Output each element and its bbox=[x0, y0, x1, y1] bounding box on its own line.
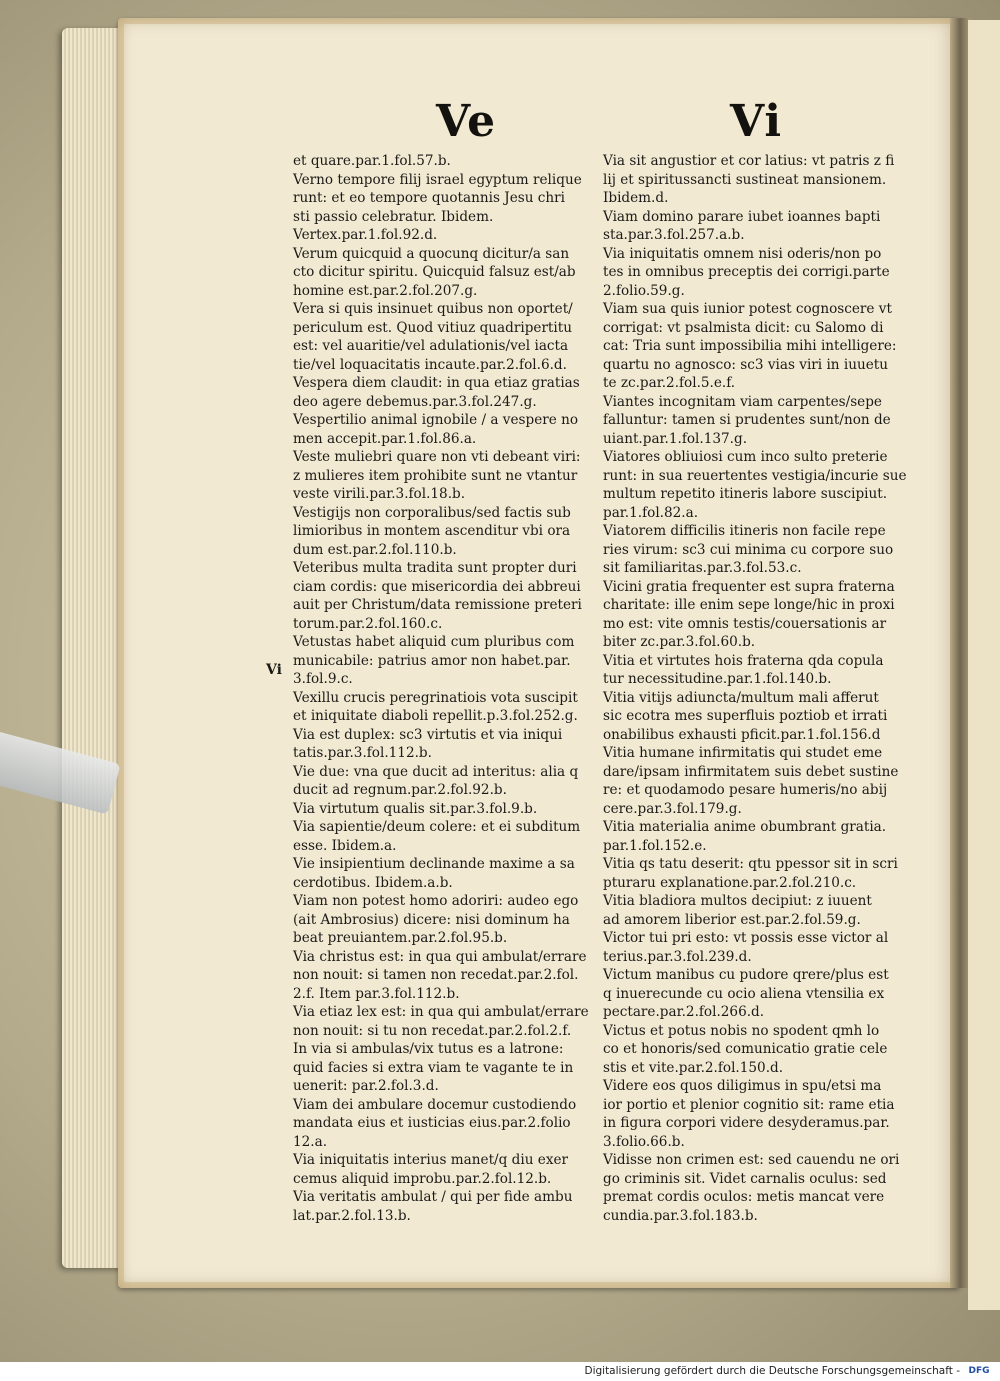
left-column-line: Vetustas habet aliquid cum pluribus com bbox=[293, 634, 575, 650]
left-column-line: Via christus est: in qua qui ambulat/errare bbox=[293, 948, 587, 965]
right-column-line: 3.folio.66.b. bbox=[603, 1133, 685, 1150]
right-column-line: sta.par.3.fol.257.a.b. bbox=[603, 227, 745, 243]
right-column-line: terius.par.3.fol.239.d. bbox=[603, 948, 752, 965]
left-column-line: z mulieres item prohibite sunt ne vtantur bbox=[293, 467, 578, 484]
left-column-line: et iniquitate diaboli repellit.p.3.fol.252.g. bbox=[293, 708, 578, 724]
right-column-line: cere.par.3.fol.179.g. bbox=[603, 800, 742, 817]
right-column-line: Vitia humane infirmitatis qui studet eme bbox=[603, 745, 883, 761]
right-column-line: quartu no agnosco: sc3 vias viri in iuuetu bbox=[603, 356, 889, 373]
left-column-line: In via si ambulas/vix tutus es a latrone: bbox=[293, 1041, 564, 1057]
right-column-line: ior portio et plenior cognitio sit: rame etia bbox=[603, 1096, 895, 1113]
right-column-line: falluntur: tamen si prudentes sunt/non de bbox=[603, 412, 891, 428]
right-column-line: sit familiaritas.par.3.fol.53.c. bbox=[603, 560, 802, 576]
right-column-line: sic ecotra mes superfluis poztiob et irrati bbox=[603, 708, 888, 724]
right-page-edge bbox=[968, 20, 1000, 1310]
right-column-line: Viatores obliuiosi cum inco sulto preterie bbox=[603, 449, 888, 465]
right-column-line: mo est: vite omnis testis/couersationis ar bbox=[603, 615, 887, 632]
right-column-line: cat: Tria sunt impossibilia mihi intelligere: bbox=[603, 338, 897, 354]
right-column-line: Viatorem difficilis itineris non facile repe bbox=[603, 523, 886, 539]
margin-note: Vi bbox=[266, 662, 282, 678]
left-column-line: non nouit: si tu non recedat.par.2.fol.2.f. bbox=[293, 1022, 572, 1039]
right-column-line: cundia.par.3.fol.183.b. bbox=[603, 1207, 758, 1224]
left-column-line: uenerit: par.2.fol.3.d. bbox=[293, 1078, 439, 1094]
right-column-line: onabilibus exhausti pficit.par.1.fol.156.d bbox=[603, 726, 881, 743]
left-column-line: Veste muliebri quare non vti debeant viri: bbox=[293, 449, 581, 465]
right-column-line: dare/ipsam infirmitatem suis debet sustine bbox=[603, 763, 899, 780]
right-column-line: Videre eos quos diligimus in spu/etsi ma bbox=[603, 1078, 882, 1094]
left-column-line: veste virili.par.3.fol.18.b. bbox=[293, 486, 466, 502]
right-column-line: go criminis sit. Videt carnalis oculus: sed bbox=[603, 1170, 887, 1187]
index-column-right bbox=[603, 152, 907, 1225]
left-column-line: Via veritatis ambulat / qui per fide ambu bbox=[293, 1189, 573, 1205]
left-column-line: beat preuiantem.par.2.fol.95.b. bbox=[293, 930, 508, 946]
left-column-line: est: vel auaritie/vel adulationis/vel iacta bbox=[293, 338, 569, 354]
right-column-line: tes in omnibus preceptis dei corrigi.parte bbox=[603, 264, 890, 280]
right-column-line: Via sit angustior et cor latius: vt patris z fi bbox=[603, 153, 895, 169]
left-column-line: Viam non potest homo adoriri: audeo ego bbox=[293, 893, 579, 909]
right-column-line: lij et spiritussancti sustineat mansionem. bbox=[603, 171, 887, 188]
left-column-line: cto dicitur spiritu. Quicquid falsuz est/ab bbox=[293, 264, 576, 280]
right-column-line: Vitia vitijs adiuncta/multum mali afferut bbox=[603, 689, 879, 706]
right-column-line: Victum manibus cu pudore qrere/plus est bbox=[603, 967, 889, 983]
right-column-line: q inuerecunde cu ocio aliena vtensilia ex bbox=[603, 985, 885, 1002]
left-column-line: cemus aliquid improbu.par.2.fol.12.b. bbox=[293, 1170, 552, 1187]
right-column-line: runt: in sua reuertentes vestigia/incurie sue bbox=[603, 467, 907, 484]
right-column-line: re: et quodamodo pesare humeris/no abij bbox=[603, 782, 888, 798]
left-column-line: tie/vel loquacitatis incaute.par.2.fol.6.d. bbox=[293, 356, 567, 373]
right-column-line: Vidisse non crimen est: sed cauendu ne ori bbox=[603, 1152, 900, 1168]
left-column-line: mandata eius et iusticias eius.par.2.folio bbox=[293, 1115, 571, 1131]
right-column-line: Viam sua quis iunior potest cognoscere vt bbox=[603, 301, 892, 317]
left-column-line: 2.f. Item par.3.fol.112.b. bbox=[293, 985, 460, 1002]
right-column-line: Viantes incognitam viam carpentes/sepe bbox=[603, 393, 882, 410]
left-column-line: Vie due: vna que ducit ad interitus: alia q bbox=[293, 763, 579, 780]
left-column-line: non nouit: si tamen non recedat.par.2.fol. bbox=[293, 967, 579, 983]
right-column-line: Vicini gratia frequenter est supra fraterna bbox=[603, 578, 895, 595]
right-column-line: stis et vite.par.2.fol.150.d. bbox=[603, 1059, 784, 1076]
left-column-line: ducit ad regnum.par.2.fol.92.b. bbox=[293, 782, 507, 798]
right-column-line: Victus et potus nobis no spodent qmh lo bbox=[603, 1022, 880, 1039]
left-column-line: lat.par.2.fol.13.b. bbox=[293, 1207, 411, 1224]
right-column-line: uiant.par.1.fol.137.g. bbox=[603, 430, 748, 447]
left-column-line: Veteribus multa tradita sunt propter duri bbox=[293, 560, 577, 576]
left-column-line: ciam cordis: que misericordia dei abbreui bbox=[293, 578, 581, 595]
left-column-line: Verno tempore filij israel egyptum relique bbox=[293, 171, 582, 188]
right-column-line: te zc.par.2.fol.5.e.f. bbox=[603, 375, 736, 391]
right-column-line: multum repetito itineris labore suscipiut. bbox=[603, 486, 888, 502]
left-column-line: sti passio celebratur. Ibidem. bbox=[293, 208, 494, 225]
left-column-line: Via virtutum qualis sit.par.3.fol.9.b. bbox=[293, 800, 538, 817]
left-column-line: Via etiaz lex est: in qua qui ambulat/errare bbox=[293, 1004, 589, 1020]
right-column-line: Viam domino parare iubet ioannes bapti bbox=[603, 208, 881, 225]
right-column-line: par.1.fol.82.a. bbox=[603, 504, 699, 521]
book-gutter bbox=[950, 18, 970, 1288]
left-column-line: cerdotibus. Ibidem.a.b. bbox=[293, 874, 453, 891]
right-column-line: par.1.fol.152.e. bbox=[603, 837, 707, 854]
running-head-right: Vi bbox=[730, 96, 783, 147]
left-column-line: esse. Ibidem.a. bbox=[293, 837, 397, 854]
right-column-line: biter zc.par.3.fol.60.b. bbox=[603, 634, 756, 650]
dfg-logo: DFG bbox=[968, 1366, 990, 1376]
left-column-line: runt: et eo tempore quotannis Jesu chri bbox=[293, 190, 566, 206]
right-column-line: charitate: ille enim sepe longe/hic in proxi bbox=[603, 597, 895, 613]
right-column-line: premat cordis oculos: metis mancat vere bbox=[603, 1189, 885, 1205]
left-column-line: et quare.par.1.fol.57.b. bbox=[293, 153, 451, 169]
left-column-line: 12.a. bbox=[293, 1133, 328, 1150]
left-column-line: Vertex.par.1.fol.92.d. bbox=[293, 227, 438, 243]
right-column-line: in figura corpori videre desyderamus.par. bbox=[603, 1115, 890, 1131]
right-column-line: Ibidem.d. bbox=[603, 190, 669, 206]
left-column-line: auit per Christum/data remissione preteri bbox=[293, 597, 582, 613]
footer-bar bbox=[0, 1362, 1000, 1381]
index-column-left bbox=[293, 152, 593, 1225]
left-column-line: limioribus in montem ascenditur vbi ora bbox=[293, 523, 571, 539]
left-column-line: Via sapientie/deum colere: et ei subditum bbox=[293, 819, 581, 835]
left-column-line: Verum quicquid a quocunq dicitur/a san bbox=[293, 245, 570, 262]
right-column-line: Vitia materialia anime obumbrant gratia. bbox=[603, 819, 887, 835]
right-column-line: 2.folio.59.g. bbox=[603, 282, 685, 299]
left-column-line: Vie insipientium declinande maxime a sa bbox=[293, 856, 575, 872]
right-column-line: Vitia et virtutes hois fraterna qda copula bbox=[603, 652, 884, 669]
left-column-line: Vestigijs non corporalibus/sed factis sub bbox=[293, 504, 571, 521]
left-column-line: deo agere debemus.par.3.fol.247.g. bbox=[293, 393, 537, 410]
left-column-line: men accepit.par.1.fol.86.a. bbox=[293, 430, 477, 447]
right-column-line: tur necessitudine.par.1.fol.140.b. bbox=[603, 671, 832, 687]
right-column-line: Victor tui pri esto: vt possis esse victor al bbox=[603, 930, 889, 946]
left-column-line: Vexillu crucis peregrinatiois vota suscipit bbox=[293, 689, 578, 706]
right-column-line: corrigat: vt psalmista dicit: cu Salomo di bbox=[603, 319, 884, 336]
right-column-line: Vitia bladiora multos decipiut: z iuuent bbox=[603, 893, 872, 909]
right-column-line: pturaru explanatione.par.2.fol.210.c. bbox=[603, 874, 857, 891]
left-column-line: torum.par.2.fol.160.c. bbox=[293, 615, 443, 632]
left-column-line: tatis.par.3.fol.112.b. bbox=[293, 745, 432, 761]
left-column-line: 3.fol.9.c. bbox=[293, 671, 353, 687]
left-column-line: Viam dei ambulare docemur custodiendo bbox=[293, 1096, 577, 1113]
right-column-line: ad amorem liberior est.par.2.fol.59.g. bbox=[603, 911, 861, 928]
left-column-line: Via est duplex: sc3 virtutis et via iniqui bbox=[293, 726, 563, 743]
left-column-line: Vespera diem claudit: in qua etiaz gratias bbox=[293, 375, 580, 391]
left-column-line: Vespertilio animal ignobile / a vespere no bbox=[293, 412, 579, 428]
left-column-line: homine est.par.2.fol.207.g. bbox=[293, 282, 478, 299]
footer-credit: Digitalisierung gefördert durch die Deutsche Forschungsgemeinschaft - bbox=[584, 1365, 960, 1377]
left-column-line: periculum est. Quod vitiuz quadripertitu bbox=[293, 319, 572, 336]
right-column-line: pectare.par.2.fol.266.d. bbox=[603, 1004, 765, 1020]
right-column-line: co et honoris/sed comunicatio gratie cele bbox=[603, 1041, 888, 1057]
left-column-line: (ait Ambrosius) dicere: nisi dominum ha bbox=[293, 911, 570, 928]
left-column-line: dum est.par.2.fol.110.b. bbox=[293, 541, 457, 558]
right-column-line: Via iniquitatis omnem nisi oderis/non po bbox=[603, 245, 882, 262]
left-column-line: quid facies si extra viam te vagante te in bbox=[293, 1059, 574, 1076]
left-column-line: municabile: patrius amor non habet.par. bbox=[293, 652, 571, 669]
left-column-line: Via iniquitatis interius manet/q diu exer bbox=[293, 1152, 569, 1168]
right-column-line: ries virum: sc3 cui minima cu corpore suo bbox=[603, 541, 894, 558]
right-column-line: Vitia qs tatu deserit: qtu ppessor sit in scri bbox=[603, 856, 898, 872]
running-head-left: Ve bbox=[436, 96, 497, 147]
left-column-line: Vera si quis insinuet quibus non oportet/ bbox=[293, 301, 573, 317]
